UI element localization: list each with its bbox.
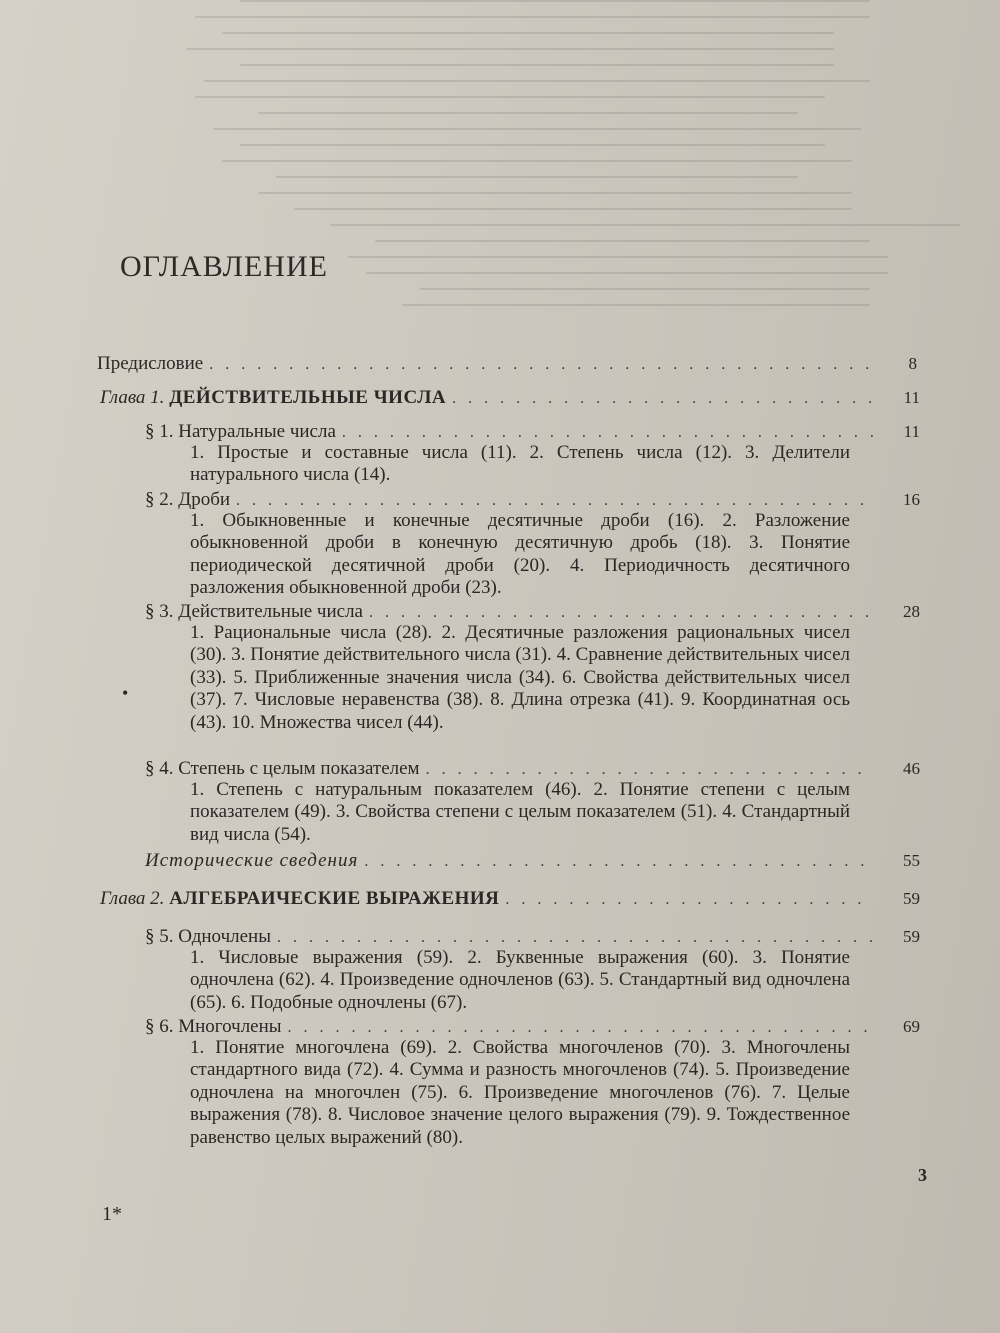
- toc-entry-preface: [97, 352, 917, 377]
- section-label: § 5. Одночлены: [145, 926, 271, 947]
- bleed-through-texture: [60, 0, 960, 360]
- toc-chapter-2: [100, 887, 920, 912]
- entry-page: 28: [903, 602, 920, 621]
- section-label: § 2. Дроби: [145, 489, 231, 510]
- section-label: § 3. Действительные числа: [145, 601, 363, 622]
- chapter-prefix: Глава 1.: [100, 387, 165, 408]
- entry-page: 11: [903, 422, 920, 441]
- entry-page: 8: [908, 354, 917, 373]
- leader-dots: [452, 387, 874, 411]
- leader-dots: [209, 353, 871, 377]
- entry-page: 55: [903, 851, 920, 870]
- toc-history: [145, 849, 920, 874]
- chapter-prefix: Глава 2.: [100, 888, 165, 909]
- section-topics: 1. Степень с натуральным показателем (46). 2. Понятие степени с целым показателем (49). 3. Свойства степени с целым показателем (51). 4. Стандартный вид числа (54).: [190, 779, 850, 845]
- entry-page: 59: [903, 889, 920, 908]
- leader-dots: [364, 850, 874, 874]
- entry-page: 46: [903, 759, 920, 778]
- leader-dots: [505, 888, 874, 912]
- entry-page: 11: [903, 388, 920, 407]
- section-topics: 1. Числовые выражения (59). 2. Буквенные выражения (60). 3. Понятие одночлена (62). 4. Произведение одночленов (63). 5. Стандартный вид одночлена (65). 6. Подобные одночлены (67).: [190, 947, 850, 1013]
- toc-chapter-1: [100, 386, 920, 411]
- section-topics: 1. Понятие многочлена (69). 2. Свойства многочленов (70). 3. Многочлены стандартного вида (72). 4. Сумма и разность многочленов (74). 5. Произведение одночлена на многочлен (75). 6. Произведение многочленов (76). 7. Целые выражения (78). 8. Числовое значение целого выражения (79). 9. Тождественное равенство целых выражений (80).: [190, 1037, 850, 1148]
- section-topics: 1. Рациональные числа (28). 2. Десятичные разложения рациональных чисел (30). 3. Понятие действительного числа (31). 4. Сравнение действительных чисел (33). 5. Приближенные значения числа (34). 6. Свойства действительных чисел (37). 7. Числовые неравенства (38). 8. Длина отрезка (41). 9. Координатная ось (43). 10. Множества чисел (44).: [190, 622, 850, 733]
- signature-mark: 1*: [102, 1203, 122, 1225]
- entry-label: Предисловие: [97, 353, 204, 374]
- section-topics: 1. Обыкновенные и конечные десятичные дроби (16). 2. Разложение обыкновенной дроби в конечную десятичную дробь (18). 3. Понятие периодической десятичной дроби (20). 4. Периодичность десятичного разложения обыкновенной дроби (23).: [190, 510, 850, 599]
- section-label: § 6. Многочлены: [145, 1016, 282, 1037]
- entry-page: 59: [903, 927, 920, 946]
- section-label: § 1. Натуральные числа: [145, 421, 336, 442]
- entry-page: 69: [903, 1017, 920, 1036]
- page-number: 3: [918, 1165, 927, 1185]
- section-topics: 1. Простые и составные числа (11). 2. Степень числа (12). 3. Делители натурального числа (14).: [190, 442, 850, 486]
- section-label: § 4. Степень с целым показателем: [145, 758, 420, 779]
- toc-title: ОГЛАВЛЕНИЕ: [120, 250, 328, 283]
- entry-page: 16: [903, 490, 920, 509]
- chapter-title: ДЕЙСТВИТЕЛЬНЫЕ ЧИСЛА: [169, 387, 447, 408]
- margin-mark: •: [122, 683, 129, 703]
- history-label: Исторические сведения: [145, 850, 359, 871]
- chapter-title: АЛГЕБРАИЧЕСКИЕ ВЫРАЖЕНИЯ: [169, 888, 500, 909]
